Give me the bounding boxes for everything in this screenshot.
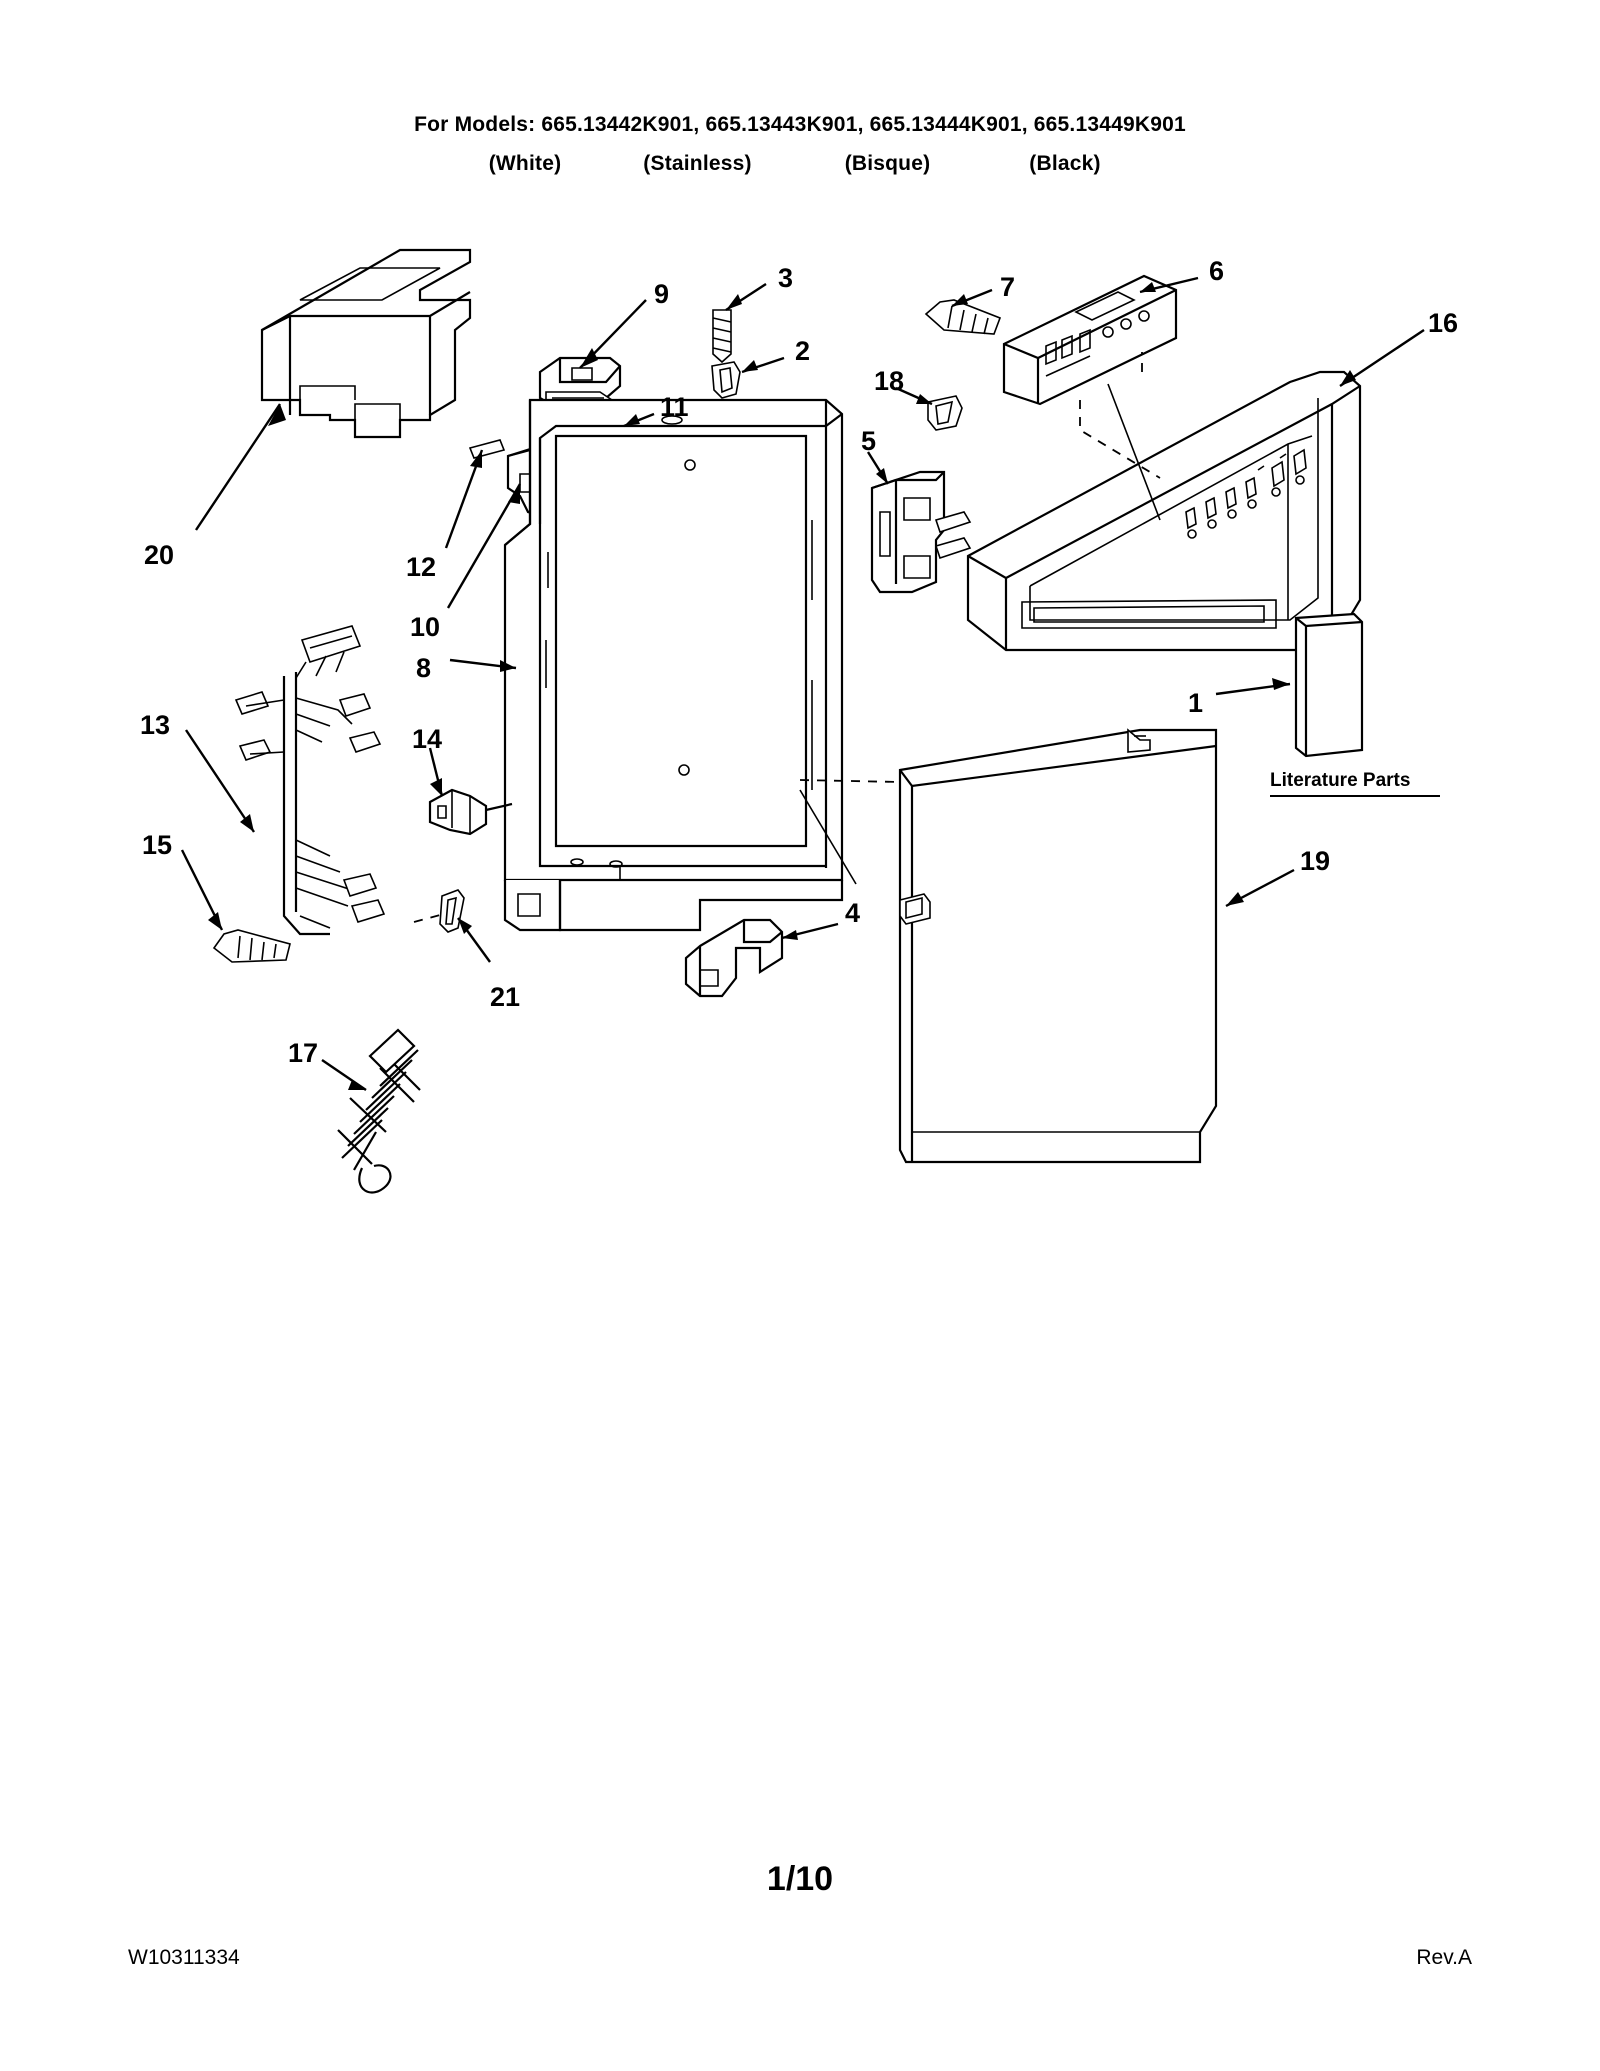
literature-parts-underline [1270, 795, 1440, 797]
callout-15: 15 [142, 830, 173, 860]
part-5-door-switch [872, 472, 970, 592]
callout-20: 20 [144, 540, 175, 570]
callout-16: 16 [1428, 308, 1459, 338]
callout-17: 17 [288, 1038, 319, 1068]
callout-2: 2 [795, 336, 811, 366]
callout-14: 14 [412, 724, 443, 754]
finish-bisque: (Bisque) [844, 152, 931, 175]
part-19-outer-door-panel [900, 730, 1216, 1162]
finish-stainless: (Stainless) [643, 152, 752, 175]
finish-black: (Black) [1029, 152, 1101, 175]
part-2-clip-bracket [712, 362, 740, 398]
callout-8: 8 [416, 653, 432, 683]
part-13-wire-harness [236, 626, 384, 934]
literature-parts-label: Literature Parts [1270, 770, 1411, 791]
callout-4: 4 [845, 898, 861, 928]
callout-5: 5 [861, 426, 877, 456]
part-12-spacer-strip [470, 440, 504, 458]
document-id: W10311334 [128, 1946, 240, 1969]
callout-12: 12 [406, 552, 437, 582]
part-4-handle-bracket [686, 920, 782, 996]
part-6-control-board [1004, 276, 1176, 404]
part-16-console-assembly [968, 372, 1360, 650]
revision-label: Rev.A [1416, 1946, 1472, 1969]
part-15-screw [214, 930, 290, 962]
part-21-clip [440, 890, 464, 932]
finish-white: (White) [488, 152, 562, 175]
part-7-screw [926, 300, 1000, 334]
models-header: For Models: 665.13442K901, 665.13443K901, 665.13444K901, 665.13449K901 [414, 113, 1186, 136]
callout-18: 18 [874, 366, 905, 396]
callout-9: 9 [654, 279, 670, 309]
callout-13: 13 [140, 710, 171, 740]
callout-1: 1 [1188, 688, 1204, 718]
page-number: 1/10 [766, 1860, 834, 1898]
callout-21: 21 [490, 982, 521, 1012]
callout-19: 19 [1300, 846, 1331, 876]
callout-11: 11 [660, 392, 689, 422]
callout-7: 7 [1000, 272, 1016, 302]
callout-3: 3 [778, 263, 794, 293]
callout-10: 10 [410, 612, 441, 642]
part-1-literature [1296, 614, 1362, 756]
callout-6: 6 [1209, 256, 1225, 286]
part-3-screw [713, 310, 731, 362]
part-17-door-spring [338, 1030, 420, 1192]
part-14-vent-duct [430, 790, 512, 834]
part-18-terminal-clip [928, 396, 962, 430]
part-8-inner-door-frame [505, 400, 842, 930]
part-20-end-cap [262, 250, 470, 437]
